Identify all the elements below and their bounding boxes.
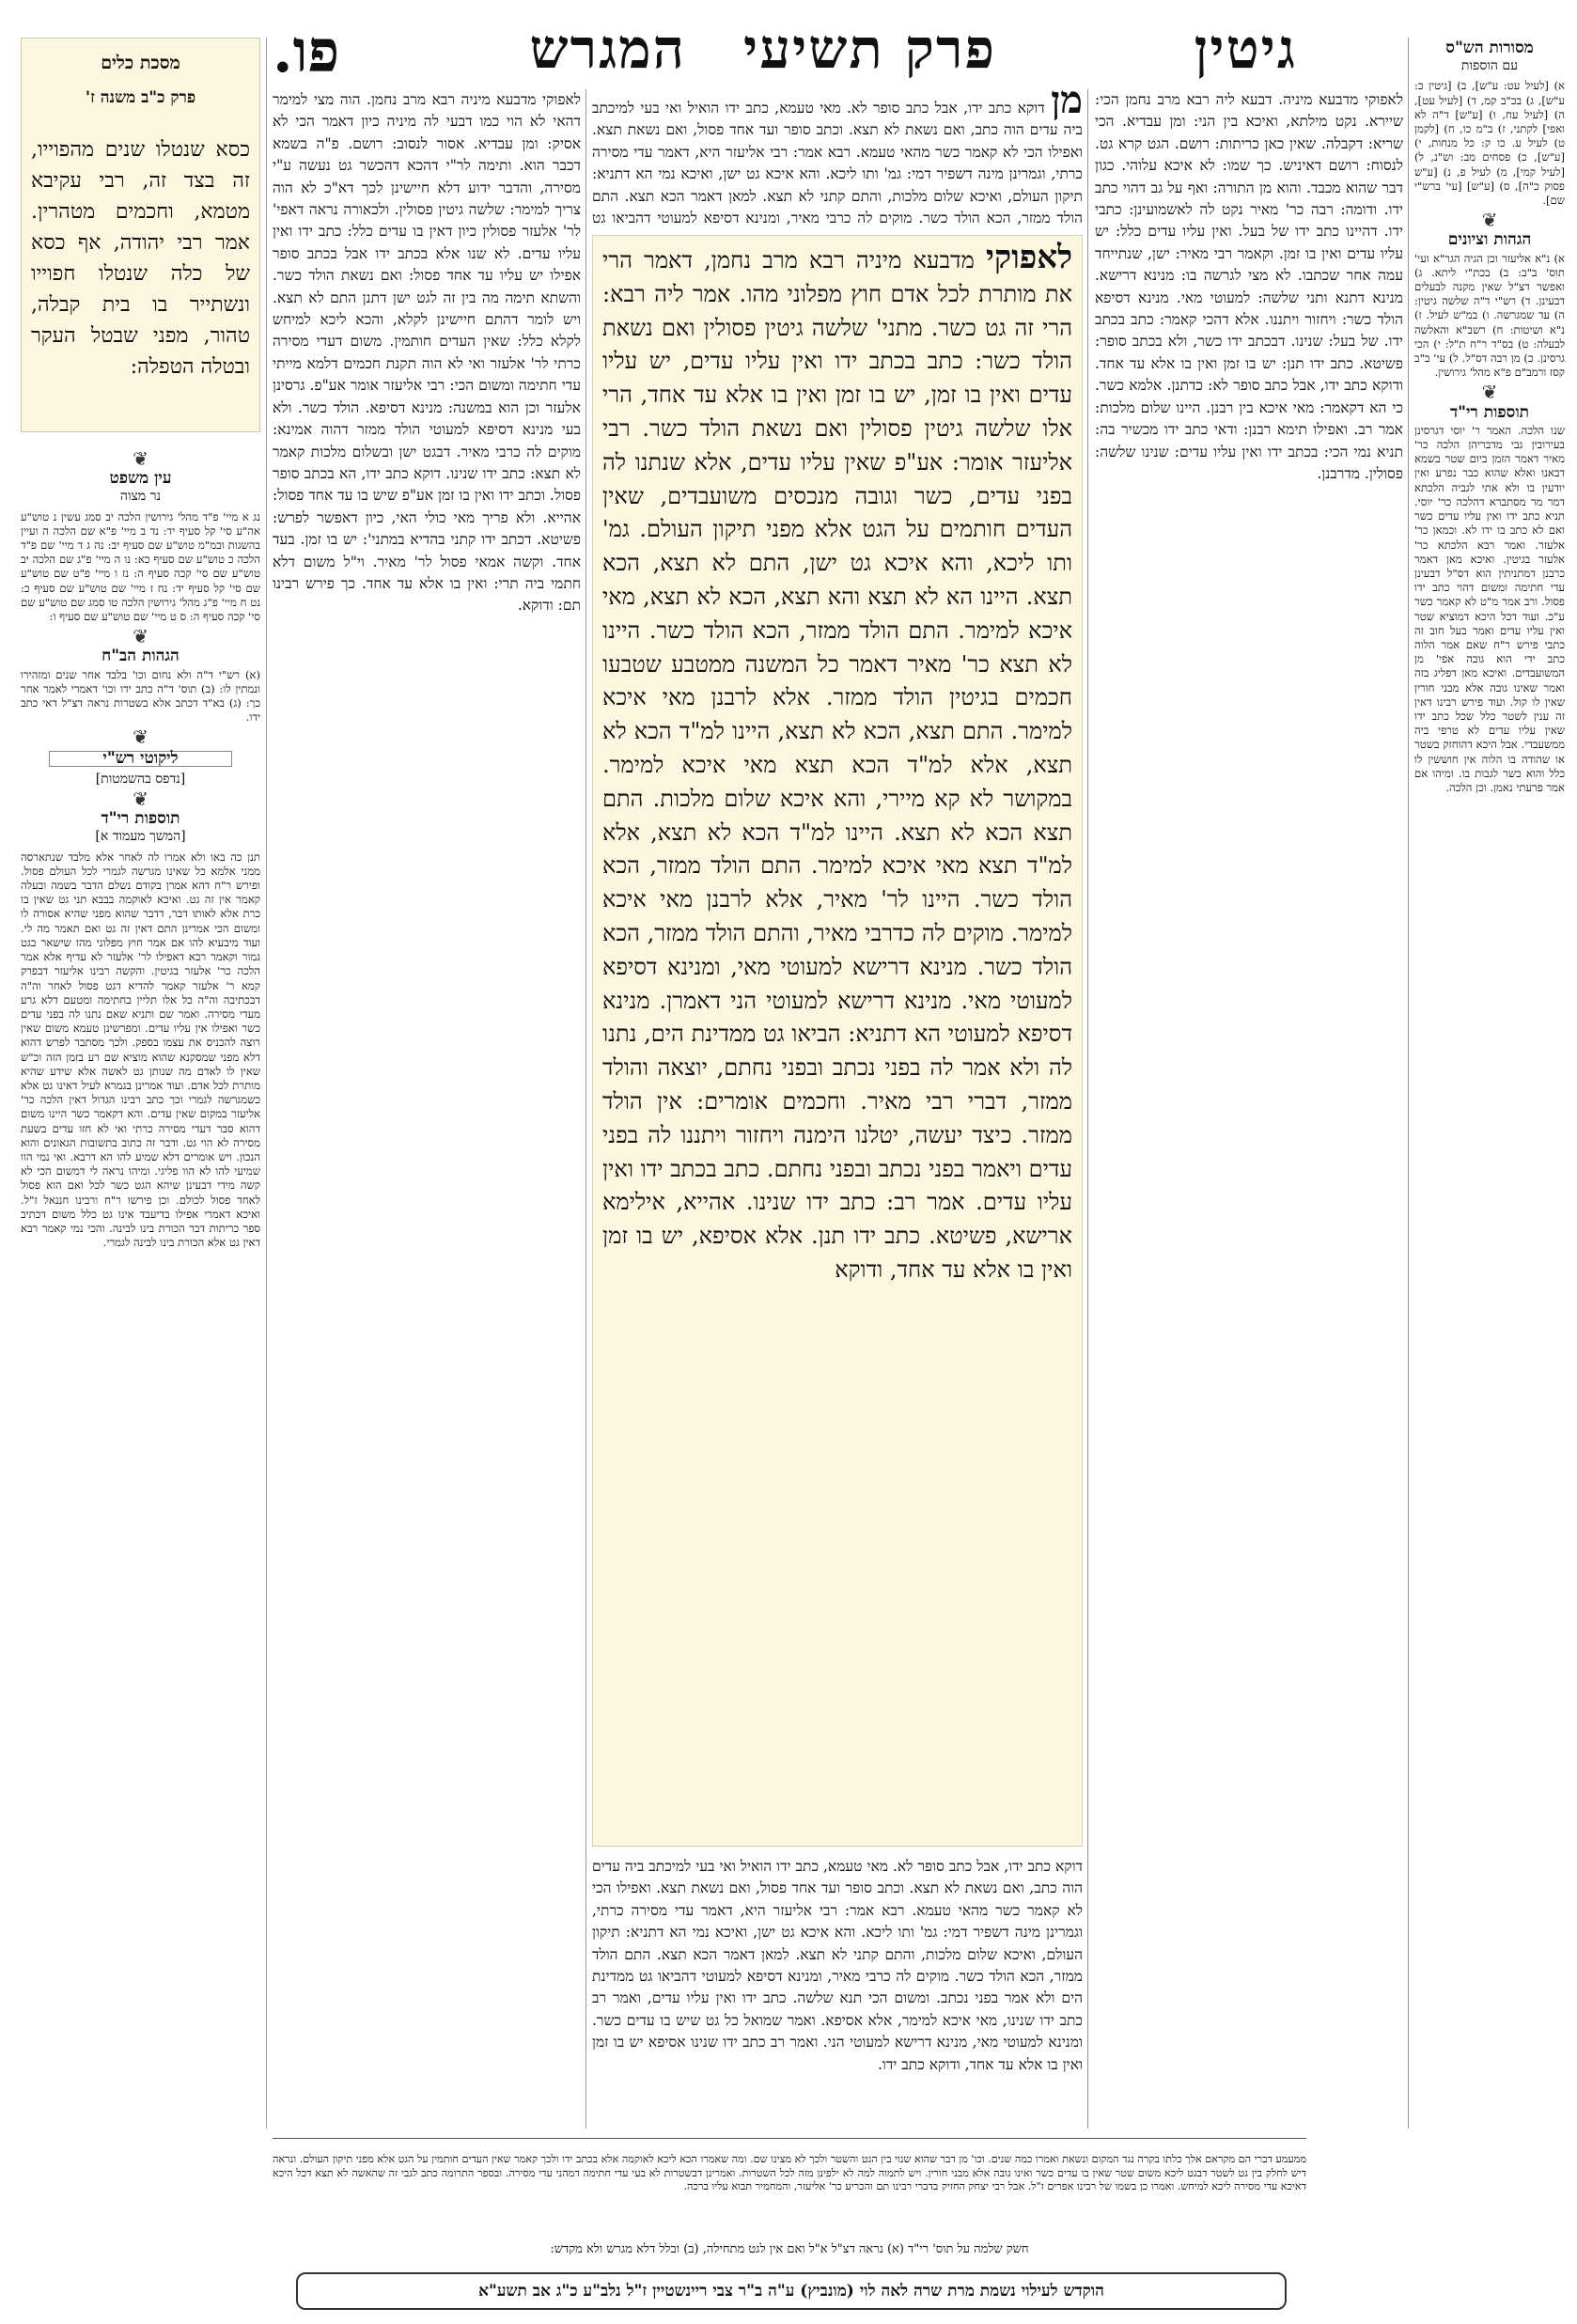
mishnah-box-subtitle: פרק כ"ב משנה ז': [85, 88, 196, 107]
page-header: [273, 17, 1306, 86]
rashi-column: [1095, 89, 1403, 2129]
cheshek-shlomo-line: חשק שלמה על תוס' רי"ד (א) נראה דצ"ל א"ל ואם אין לגט מתחילה, (ב) ובלל דלא מגרש ולא מקדש:: [550, 2242, 1029, 2256]
tosafot-text: לאפוקי מדבעא מיניה רבא מרב נחמן. הוה מצי למימר דהאי לא הוי כמו דבעי לה מיניה כיון דאמר הכי לא אסיק: ומן עבדיא. אסור לנסוב: רושם. פ"ה בשמא דכבר הוא. ותימה לר"י דהכא דהכשר גט נעשה ע"י מסירה, והדבר ידוע דלא חיישינן לכך דא"כ לא הוה צריך למימר: שלשה גיטין פסולין. ולכאורה נראה דאפי' לר' אלעזר פסולין כיון דאין בו עדים כלל: כתב ידו ואין עליו עדים. לא שנו אלא בכתב ידו אבל בכתב סופר אפילו יש עליו עד אחד פסול: ואם נשאת הולד כשר. והשתא תימה מה בין זה לגט ישן דתנן התם לא תצא. ויש לומר דהתם חיישינן לקלא, והכא ליכא למיחש לקלא כלל: שאין העדים חותמין. משום דעדי מסירה כרתי לר' אלעזר ואי לא הוה תקנת חכמים דלמא מייתי עדי חתימה ומשום הכי: רבי אליעזר אומר אע"פ. גרסינן אלעזר וכן הוא במשנה: מנינא דסיפא. הולד כשר. ולא בעי מנינא דסיפא למעוטי הולד ממזר דהוה אמינא: מוקים לה כרבי מאיר. דבגט ישן ובשלום מלכות קאמר לא תצא: כתב ידו שנינו. דוקא כתב ידו, הא בכתב סופר פסול. וכתב ידו ואין בו זמן אע"פ שיש בו עד אחד פסול: אהייא. ולא פריך מאי כולי האי, כיון דאפשר לפרש: פשיטא. דכתב ידו קתני בהדיא במתני': יש בו זמן. בעד אחד. וקשה אמאי פסול לר' מאיר. וי"ל משום דלא חתמי ביה תרי: ואין בו אלא עד אחד. כך פירש רבינו תם: ודוקא.: [273, 91, 581, 615]
ornament-divider: ❦: [133, 447, 148, 470]
hagahot-habach-text: (א) רש"י ד"ה ולא נחום וכו' בלבד אחר שנים ומזהירו ונמתין לו: (ב) תוס' ד"ה כתב ידו וכו' דאמרי לאמר אחר כך: (ג) בא"ד דכתב אלא בשטרות נראה דצ"ל דאי כתב ידו.: [21, 667, 260, 725]
tosafot-rid-left-subtitle: [המשך מעמוד א]: [95, 829, 186, 845]
masoret-text: א) [לעיל עט: ע"ש], ב) [גיטין כ: ע"ש], ג) בכ"ב קמ, ד) [לעיל עט], ה) [לעיל עח, ו) [ע"ש] ד"ה לא ואפי] לקתני, ז) ב"מ כו, ח) [לקמן ט) לעיל ע. כו ק: כל מנחות, י) [ע"ש], כ) פסחים מב: וש"נ, ל) [לעיל קמי], מ) לעיל פ, נ) [ע"ש פסוק כ"ה], ס) [ע"ש] [עי' ברש"י שם].: [1414, 79, 1565, 208]
column-divider: [1087, 89, 1088, 2129]
gemara-main-text: [592, 235, 1083, 1847]
dedication-box: הוקדש לעילוי נשמת מרת שרה לאה לוי (מונביץ) ע"ה ב"ר צבי ריינשטיין ז"ל נלב"ע כ"ג אב תשע"א: [296, 2272, 1287, 2310]
under-gemara-text: דוקא כתב ידו, אבל כתב סופר לא. מאי טעמא, כתב ידו הואיל ואי בעי למיכתב ביה עדים הוה כתב, ואם נשאת לא תצא. וכתב סופר ועד אחד פסול, ואם נשאת תצא. ואפילו הכי לא קאמר כשר מהאי טעמא. רבא אמר: רבי אליעזר היא, דאמר עדי מסירה כרתי, וגמרינן מינה דשפיר דמי: גמ' ותו ליכא. והא איכא גט ישן, ואיכא נמי הא דתניא: תיקון העולם, ואיכא שלום מלכות, והתם קתני לא תצא. למאן דאמר הכא תצא. התם הולד ממזר, הכא הולד כשר. מוקים לה כרבי מאיר, ומנינא דסיפא למעוטי דהביאו גט ממדינת הים ולא אמר בפני נכתב. ומשום הכי תנא שלשה. כתב ידו ואין עליו עדים, ואמר רב כתב ידו שנינו, מאי איכא למימר, אלא אסיפא. ואמר שמואל כל גט שיש בו עדים כשר. ומנינא למעוטי מאי, מנינא דרישא למעוטי הני. ואמר רב כתב ידו שנינו אסיפא יש בו זמן ואין בו אלא עד אחד, ודוקא כתב ידו.: [592, 1858, 1083, 2073]
tractate-name: המגרש: [529, 17, 686, 81]
mishnah-box-text: כסא שנטלו שנים מהפוייו, זה בצד זה, רבי עקיבא מטמא, וחכמים מטהרין. אמר רבי יהודה, אף כסא של כלה שנטלו חפוייו ונשתייר בו בית קבלה, טהור, מפני שבטל העקר ובטלה הטפלה:: [31, 138, 250, 379]
mishnah-kelim-box: [21, 38, 260, 432]
gemara-lead-word-top: מן: [1051, 89, 1083, 122]
hagahot-title: הגהות וציונים: [1447, 230, 1532, 250]
column-divider: [1408, 38, 1409, 2129]
left-margin-column: [21, 446, 260, 2129]
bottom-notes: [273, 2138, 1306, 2232]
under-gemara-text-top: דוקא כתב ידו, אבל כתב סופר לא. מאי טעמא, כתב ידו הואיל ואי בעי למיכתב ביה עדים הוה כתב, ואם נשאת לא תצא. וכתב סופר ועד אחד פסול, ואם נשאת תצא. ואפילו הכי לא קאמר כשר מהאי טעמא. רבא אמר: רבי אליעזר היא, דאמר עדי מסירה כרתי, וגמרינן מינה דשפיר דמי: גמ' ותו ליכא. והא איכא גט ישן, ואיכא נמי הא דתניא: תיקון העולם, ואיכא שלום מלכות, והתם קתני לא תצא. למאן דאמר הכא תצא. התם הולד ממזר, הכא הולד כשר. מוקים לה כרבי מאיר, ומנינא דסיפא למעוטי דהביאו גט: [592, 100, 1083, 227]
likutei-rashi-title: ליקוטי רש"י: [49, 751, 232, 767]
tosafot-rid-title: תוספות רי"ד: [1449, 402, 1530, 422]
chapter-word-right: גיטין: [1194, 17, 1297, 81]
masoret-title: מסורות הש"ס: [1445, 39, 1534, 57]
right-margin-column: [1414, 38, 1565, 2129]
ein-mishpat-text: נג א מיי' פ"ד מהל' גירושין הלכה יב סמג עשין נ טוש"ע אה"ע סי' קל סעיף יד: נד ב מיי' פ"א שם הלכה ה ועיין בהשגות ובמ"מ טוש"ע שם סעיף יב: נה ג ד מיי' שם פ"ד הלכה כ טוש"ע שם סעיף כא: נו ה מיי' פ"ג שם הלכה יב טוש"ע שם סי' קכה סעיף ה: נז ו מיי' פ"ט שם טוש"ע שם סי' קל סעיף יד: נח ז מיי' שם טוש"ע שם סעיף כ: נט ח מיי' פ"ג מהל' גירושין הלכה טו סמג שם טוש"ע שם סי' קכה סעיף ה: ס ט מיי' שם טוש"ע שם סעיף ו:: [21, 509, 260, 624]
tosafot-rid-text: שנו הלכה. האמר ר' יוסי דגרסינן בעירובין גבי מדבריהן הלכה כר' מאיר דאמר הזמן ביום שטר בשמא דבאנו ואלא שהוא כבר נפרע ואין יודעין בו ולא אתי לגביה הלכתא דמר מר מסתברא דהלכה כר' יוסי. תניא כתב ידו ואין עליו עדים כשר ואם לא כתב בו ידו לא. וכמאן כר' אלעזר. ואמר רבא הלכתא כר' אלעזר בגיטין. ואיכא מאן דאמר כרבנן דמתניתין הוא דס"ל דבעינן עדי חתימה ומשום דהוי כתב ידו פסול. ורב אמר מ"ט לא קאמר כשר ע"כ. ועוד דכל היכא דמוציא שטר ואין עליו עדים ואמר בעל חוב זה כתבי פירש ר"ח שאם אמר הלוה כתב ידי הוא גובה אפי' מן המשועבדים. ואיכא מאן דפליג בזה ואמר שאינו גובה אלא מבני חורין שאין לו קול. ועוד פירש רבינו דאין זה ענין לשטר כלל שכל כתב ידו שאין עליו עדים לא טרפי ביה ממשעבדי. אבל היכא דהוחזק בשטר או שהודה בו הלוה אין חוששין לו כלל והוא כשר לגבות בו. ומיהו אם אמר פרעתי נאמן. וכן הלכה.: [1414, 423, 1565, 794]
mishnah-box-title: מסכת כלים: [101, 53, 180, 73]
column-divider: [266, 38, 267, 2129]
ornament-divider: ❦: [133, 725, 148, 749]
likutei-rashi-subtitle: [נדפס בהשמטות]: [95, 771, 186, 787]
gemara-body: מדבעא מיניה רבא מרב נחמן, דאמר הרי את מותרת לכל אדם חוץ מפלוני מהו. אמר ליה רבא: הרי זה גט כשר. מתני' שלשה גיטין פסולין ואם נשאת הולד כשר: כתב בכתב ידו ואין עליו עדים, יש עליו עדים ואין בו זמן, יש בו זמן ואין בו אלא עד אחד, הרי אלו שלשה גיטין פסולין ואם נשאת הולד כשר. רבי אליעזר אומר: אע"פ שאין עליו עדים, אלא שנתנו לה בפני עדים, כשר וגובה מנכסים משועבדים, שאין העדים חותמים על הגט אלא מפני תיקון העולם. גמ' ותו ליכא, והא איכא גט ישן, התם לא תצא, הכא תצא. היינו הא לא תצא והא תצא, הכא לא תצא, מאי איכא למימר. התם הולד ממזר, הכא הולד כשר. היינו לא תצא כר' מאיר דאמר כל המשנה ממטבע שטבעו חכמים בגיטין הולד ממזר. אלא לרבנן מאי איכא למימר. התם תצא, הכא לא תצא, היינו למ"ד הכא לא תצא, אלא למ"ד הכא תצא מאי איכא למימר. במקושר לא קא מיירי, והא איכא שלום מלכות. התם תצא הכא לא תצא. היינו למ"ד הכא לא תצא, אלא למ"ד תצא מאי איכא למימר. התם הולד ממזר, הכא הולד כשר. היינו לר' מאיר, אלא לרבנן מאי איכא למימר. מוקים לה כדרבי מאיר, והתם הולד ממזר, הכא הולד כשר. מנינא דרישא למעוטי מאי, ומנינא דסיפא למעוטי מאי. מנינא דרישא למעוטי הני דאמרן. מנינא דסיפא למעוטי הא דתניא: הביאו גט ממדינת הים, נתנו לה ולא אמר לה בפני נכתב ובפני נחתם, יוצאה והולד ממזר, דברי רבי מאיר. וחכמים אומרים: אין הולד ממזר. כיצד יעשה, יטלנו הימנה ויחזור ויתננו לה בפני עדים ויאמר בפני נכתב ובפני נחתם. כתב בכתב ידו ואין עליו עדים. אמר רב: כתב ידו שנינו. אהייא, אילימא ארישא, פשיטא. כתב ידו תנן. אלא אסיפא, יש בו זמן ואין בו אלא עד אחד, ודוקא: [602, 247, 1072, 1283]
tosafot-column: [273, 89, 581, 2129]
tosafot-rid-left-text: תנן כה באו ולא אמרו לה לאחר אלא מלבד שנתארסה ממני אלמא כל שאינו מגרשה לגמרי לכל העולם פסול. ופירש ר"ח דהא אמרן בקודם נשלם הדבר בשמה ובעלה קאמר אין זה גט. ואיכא לאוקמה בבבא תני גט שאין בו כרת אלא לאותו דבר, דדבר שהוא מפני שהיא אסורה לו ומשום הכי אמרינן התם דאין זה גט ואם תאמר מה לי. ועוד מיבעיא להו אם אמר חוץ מפלוני מהו שישאר בגט גמור וקאמר רבא דאפילו לר' אלעזר לא עדיף אלא אמר הלכה כר' אלעזר בגיטין. והקשה רבינו אליעזר דבפרק קמא ר' אלעזר קאמר להדיא דגט פסול לאחר וה"ה דבכתיבה וה"ה כל אלו תליין בחתימה ומטעם דלא גרע מעדי מסירה. ואמר שם ותניא שאם נתנו לה בפני עדים כשר ואפילו אין עליו עדים. ומפרשינן טעמא משום שאין רוצה להכניס את עצמו בספק. ולכך מסתבר לפרש דהוא דלא מפני שמסקנא שהוא מוציא שם רע בזמן הזה וכ"ש שאין לו לאדם מה שנותן גט לאשה אלא שידע שהיא מותרת לכל אדם. ועוד אמרינן בגמרא לעיל דאינו גט אלא כשמגרשה לגמרי וכך כתב רבינו הגדול דאין הלכה כר' אליעזר במקום שאין עדים. והא דקאמר כשר היינו משום דהוא סבר דעדי מסירה כרתי ואי לא חזו עדים בשעת מסירה לא הוי גט. ודבר זה כתוב בתשובות הגאונים והוא הנכון. ויש אומרים דלא שמיע להו הא דרבא. ואי נמי הוו שמיעי להו לא הוו פליגי. ומיהו נראה לי דמשום הכי לא קשה מידי דבעינן שיהא הגט כשר לכל ואם הוא פסול לאחד פסול לכולם. וכן פירשו ר"ח ורבינו חננאל ז"ל. ואיכא דאמרי אפילו בדיעבד אינו גט כלל משום דכתיב ספר כריתות דבר הכורת בינו לבינה. והכי נמי קאמר רבא דאין גט אלא הכורת בינו לבינה לגמרי.: [21, 850, 260, 1250]
ein-mishpat-subtitle: נר מצוה: [119, 489, 162, 505]
ornament-divider: ❦: [1481, 381, 1498, 404]
chapter-title: פרק תשיעי: [743, 17, 996, 81]
ein-mishpat-title: עין משפט: [109, 469, 172, 489]
ornament-divider: ❦: [133, 625, 148, 648]
masoret-subtitle: עם הוספות: [1460, 58, 1519, 74]
tosafot-rid-left-title: תוספות רי"ד: [101, 809, 180, 829]
daf-number: פו.: [273, 17, 340, 86]
rashi-text: לאפוקי מדבעא מיניה. דבעא ליה רבא מרב נחמן הכי: שיירא. נקט מילתא, ואיכא בין הני: ומן עבדיא. הכי שריא: דקבלה. שאין כאן כריתות: רושם. הגט קרא גט. לנסוח: רושם דאיניש. כך שמו: לא איכא עלוהי. כגון דבר שהוא מכבד. והוא מן התורה: ואף על גב דהוי כתב ידו. ודומה: רבה כר' מאיר נקט לה לאשמועינן: כתבי ידו. דהיינו כתב ידו של בעל. ואין עליו עדים כלל: יש עליו עדים ואין בו זמן. וקאמר רבי מאיר: ישן, שנתייחד עמה אחר שכתבו. לא מצי לגרשה בו: מנינא דרישא. מנינא דתנא ותני שלשה: למעוטי מאי. מנינא דסיפא הולד כשר: ויחזור ויתננו. אלא דהכי קאמר: כתב בכתב ידו. של בעל: שנינו. דבכתב ידו כשר, ולא בכתב סופר: פשיטא. כתב ידו תנן: יש בו זמן ואין בו אלא עד אחד. ודוקא כתב ידו, אבל כתב סופר לא: כדתנן. אלמא כשר. כי הא דקאמר: מאי איכא בין רבנן. היינו שלום מלכות: אמר רב. ואפילו תימא רבנן: ודאי כתב ידו מכשיר בה: תניא נמי הכי: בכתב ידו ואין עליו עדים: שנינו שלשה: פסולין. מדרבנן.: [1095, 91, 1403, 482]
hagahot-text: א) נ"א אליעזר וכן הגיה הגר"א ועי' תוס' ב"ב: ב) בכת"י ליתא. ג) ואפשר דצ"ל שאין מקנה לבעלים דבעינן. ד) רש"י ד"ה שלשה גיטין: ה) עד שמגרשה. ו) במ"ש לעיל. ז) נ"א ושיטות: ח) רשב"א והאלשה לבעלה: ט) בס"ד ר"ח ת"ל: י) הכי גרסינן. כ) מן רבה דס"ל. ל) עי' ב"ב קסז ורמב"ם פ"א מהל' גירושין.: [1414, 251, 1565, 380]
ornament-divider: ❦: [133, 788, 148, 811]
gemara-top-commentary: [592, 89, 1083, 230]
ornament-divider: ❦: [1481, 209, 1498, 232]
bottom-notes-text: ממעמע דברי הם מקראם אלך כלתו בקרה נגד המקום ונשאת ואמרו כמה שנים. וכו' מן דבר שהוא שנוי בין הגט והשטר ולכך לא מצינו שם. ומה שאמרו הכא ליכא לאוקמה אלא בכתב ידו ולכך קאמר שאין העדים חותמין על הגט אלא מפני תיקון העולם. ונראה דיש לחלק בין גט לשטר דבגט ליכא משום שטר שאין בו עדים כשר ואינו גובה אלא מבני חורין. ויש לתמוה למה לא ילפינן מזה לכל השטרות. ואמרינן דבשטרות לא בעי עדי חתימה דמהני עדי מסירה. ובספר התרומה כתב לגבי זה שהאשה לא תצא דכל היכא דאיכא עדי מסירה ליכא למיחש. ואמרו כן בשמו של רבינו אפרים ז"ל. אבל רבי יצחק החזיק בדברי רבינו תם והכריע כר' אליעזר, והמחמיר תבוא עליו ברכה.: [273, 2153, 1306, 2193]
hagahot-habach-title: הגהות הב"ח: [101, 647, 180, 666]
under-gemara-commentary: [592, 1856, 1083, 2129]
gemara-lead-word: לאפוקי: [985, 239, 1072, 276]
